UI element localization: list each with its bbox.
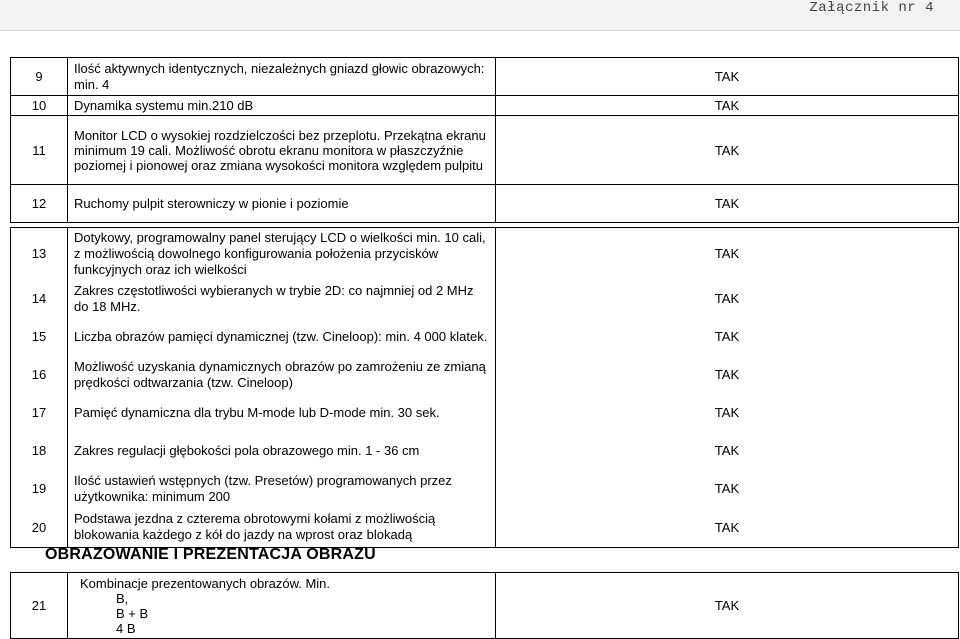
row-value: TAK xyxy=(496,280,959,318)
row-number: 19 xyxy=(11,470,68,508)
spec-table-top xyxy=(10,57,959,223)
row-description: Dotykowy, programowalny panel sterujący LCD o wielkości min. 10 cali, z możliwością dowolnego konfigurowania położenia przycisków funkcyjnych oraz ich wielkości xyxy=(68,228,496,280)
row-description xyxy=(68,573,496,639)
row-description: Monitor LCD o wysokiej rozdzielczości bez przeplotu. Przekątna ekranu minimum 19 cali. Możliwość obrotu ekranu monitora w płaszczyźnie poziomej i pionowej oraz zmiana wysokości monitora względem pulpitu xyxy=(68,116,496,185)
spec-table-bottom xyxy=(10,572,959,639)
table-row xyxy=(11,508,959,548)
row-description: Liczba obrazów pamięci dynamicznej (tzw. Cineloop): min. 4 000 klatek. xyxy=(68,318,496,356)
row-value: TAK xyxy=(496,318,959,356)
row-value: TAK xyxy=(496,228,959,280)
row-description: Zakres częstotliwości wybieranych w trybie 2D: co najmniej od 2 MHz do 18 MHz. xyxy=(68,280,496,318)
row-value: TAK xyxy=(496,356,959,394)
table-row xyxy=(11,185,959,223)
table-row xyxy=(11,96,959,116)
row-description: Dynamika systemu min.210 dB xyxy=(68,96,496,116)
row-number: 21 xyxy=(11,573,68,639)
attachment-label: Załącznik nr 4 xyxy=(809,0,934,16)
row-value: TAK xyxy=(496,96,959,116)
row-value: TAK xyxy=(496,432,959,470)
table-row xyxy=(11,432,959,470)
table-row xyxy=(11,116,959,185)
row-value: TAK xyxy=(496,116,959,185)
row-value: TAK xyxy=(496,394,959,432)
row-value: TAK xyxy=(496,573,959,639)
row-number: 13 xyxy=(11,228,68,280)
row-description: Podstawa jezdna z czterema obrotowymi kołami z możliwością blokowania każdego z kół do jazdy na wprost oraz blokadą xyxy=(68,508,496,548)
row-value: TAK xyxy=(496,185,959,223)
row-value: TAK xyxy=(496,470,959,508)
row-number: 9 xyxy=(11,58,68,96)
row-number: 18 xyxy=(11,432,68,470)
row-number: 12 xyxy=(11,185,68,223)
table-row xyxy=(11,58,959,96)
row-description: Ilość ustawień wstępnych (tzw. Presetów) programowanych przez użytkownika: minimum 200 xyxy=(68,470,496,508)
row-description: Zakres regulacji głębokości pola obrazowego min. 1 - 36 cm xyxy=(68,432,496,470)
table-row xyxy=(11,280,959,318)
page-header xyxy=(0,0,960,31)
table-row xyxy=(11,470,959,508)
row-description: Ruchomy pulpit sterowniczy w pionie i poziomie xyxy=(68,185,496,223)
row-number: 16 xyxy=(11,356,68,394)
row-value: TAK xyxy=(496,58,959,96)
row-description: Pamięć dynamiczna dla trybu M-mode lub D-mode min. 30 sek. xyxy=(68,394,496,432)
table-row xyxy=(11,356,959,394)
row-number: 10 xyxy=(11,96,68,116)
table-row xyxy=(11,318,959,356)
row-description-line: 4 B xyxy=(116,620,136,636)
row-description-line: B, xyxy=(116,590,129,606)
table-row xyxy=(11,228,959,280)
row-number: 20 xyxy=(11,508,68,548)
row-description: Ilość aktywnych identycznych, niezależnych gniazd głowic obrazowych: min. 4 xyxy=(68,58,496,96)
row-description-line: B + B xyxy=(116,605,149,621)
table-row xyxy=(11,573,959,639)
row-value: TAK xyxy=(496,508,959,548)
row-description: Możliwość uzyskania dynamicznych obrazów po zamrożeniu ze zmianą prędkości odtwarzania (tzw. Cineloop) xyxy=(68,356,496,394)
row-number: 11 xyxy=(11,116,68,185)
table-row xyxy=(11,394,959,432)
row-number: 15 xyxy=(11,318,68,356)
row-number: 14 xyxy=(11,280,68,318)
row-number: 17 xyxy=(11,394,68,432)
section-title: OBRAZOWANIE I PREZENTACJA OBRAZU xyxy=(45,546,376,563)
spec-table-middle xyxy=(10,227,959,548)
row-description-line: Kombinacje prezentowanych obrazów. Min. xyxy=(80,575,331,591)
